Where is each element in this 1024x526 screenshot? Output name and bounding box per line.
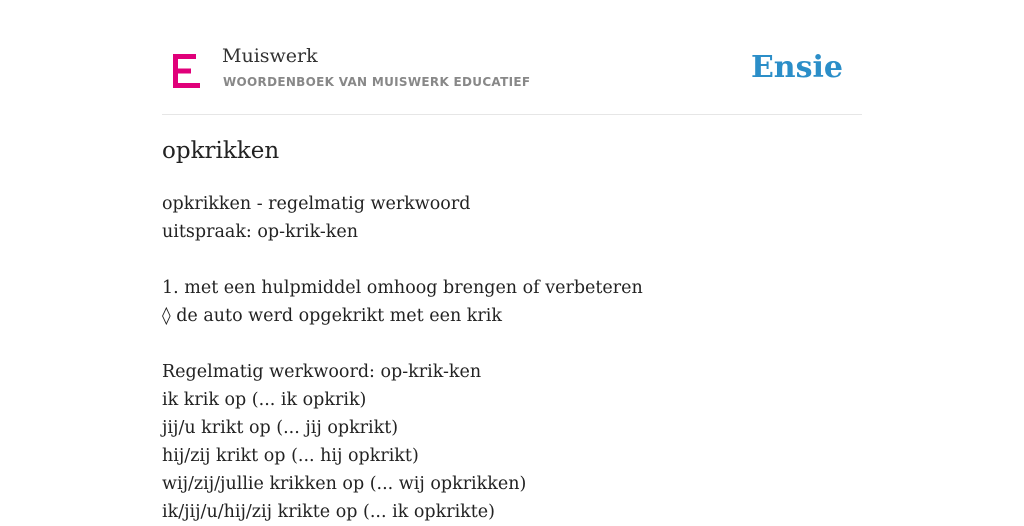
site-name[interactable]: Muiswerk bbox=[222, 45, 318, 67]
ensie-brand-link[interactable]: Ensie bbox=[750, 50, 843, 85]
spacer bbox=[162, 330, 862, 358]
conjugation-line: hij/zij krikt op (... hij opkrikt) bbox=[162, 446, 419, 466]
site-header bbox=[162, 0, 862, 115]
conjugation-line: ik krik op (... ik opkrik) bbox=[162, 390, 367, 410]
conjugation-line: ik/jij/u/hij/zij krikte op (... ik opkrikte) bbox=[162, 502, 495, 522]
entry-content bbox=[162, 190, 862, 526]
site-subtitle: WOORDENBOEK VAN MUISWERK EDUCATIEF bbox=[223, 75, 531, 89]
page-title: opkrikken bbox=[162, 138, 280, 164]
conjugation-line: wij/zij/jullie krikken op (... wij opkrikken) bbox=[162, 474, 527, 494]
muiswerk-logo-icon[interactable] bbox=[173, 54, 200, 88]
conjugation-head: Regelmatig werkwoord: op-krik-ken bbox=[162, 362, 482, 382]
example-line: ◊ de auto werd opgekrikt met een krik bbox=[162, 306, 502, 326]
spacer bbox=[162, 246, 862, 274]
conjugation-line: jij/u krikt op (... jij opkrikt) bbox=[162, 418, 399, 438]
pronunciation-line: uitspraak: op-krik-ken bbox=[162, 222, 359, 242]
definition-head: opkrikken - regelmatig werkwoord bbox=[162, 194, 471, 214]
meaning-line: 1. met een hulpmiddel omhoog brengen of verbeteren bbox=[162, 278, 643, 298]
